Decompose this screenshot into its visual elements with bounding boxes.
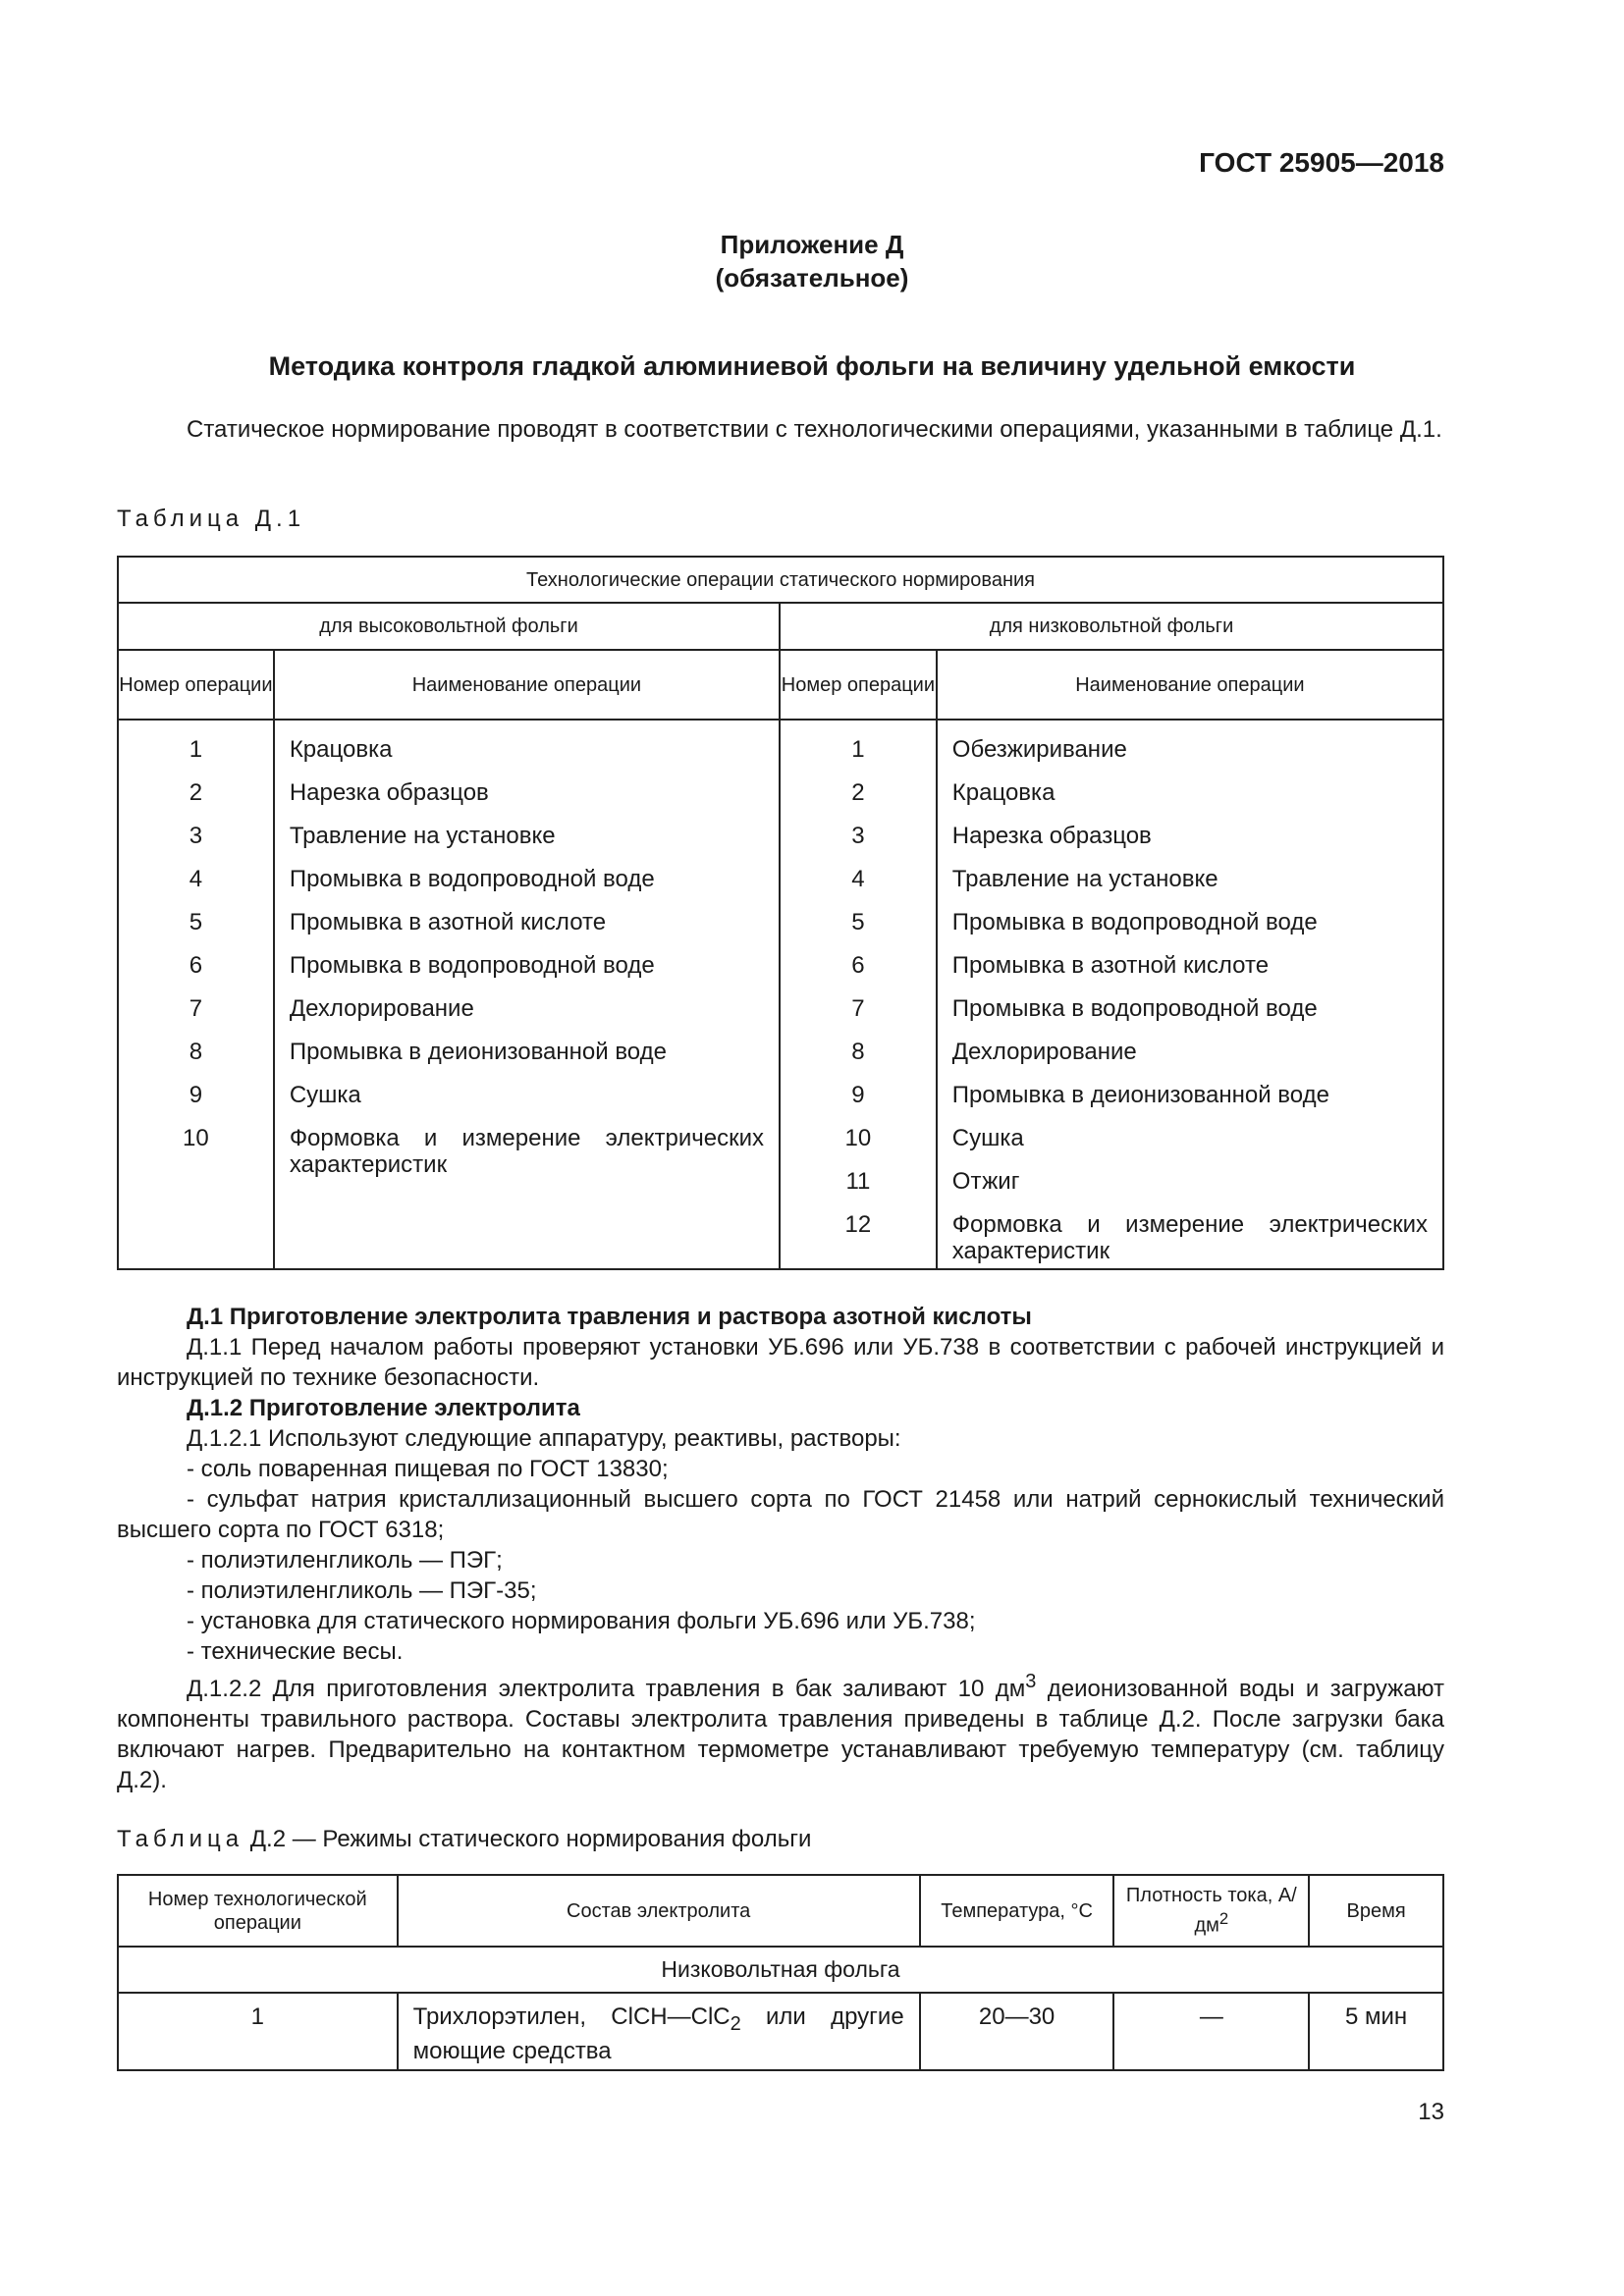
comp-subscript: 2: [730, 2012, 741, 2035]
low-name: Травление на установке: [951, 866, 1218, 892]
low-name: Отжиг: [951, 1168, 1020, 1195]
table-d1: [117, 556, 1444, 1270]
section-d1: [117, 1302, 1444, 1795]
table1-col-name-high: Наименование операции: [274, 650, 780, 720]
low-name: Промывка в азотной кислоте: [951, 952, 1270, 979]
table2-col-density-text: Плотность тока, А/дм: [1125, 1885, 1297, 1937]
table2-col-op: Номер технологической операции: [118, 1875, 398, 1947]
low-num: 6: [851, 952, 865, 979]
low-name: Промывка в водопроводной воде: [951, 909, 1318, 935]
high-num: 5: [189, 909, 203, 935]
table1-header-low: для низковольтной фольги: [780, 603, 1443, 650]
high-num: 10: [183, 1125, 209, 1151]
list-item: - сульфат натрия кристаллизационный высшего сорта по ГОСТ 21458 или натрий сернокислый технический высшего сорта по ГОСТ 6318;: [117, 1486, 1444, 1543]
list-item: - соль поваренная пищевая по ГОСТ 13830;: [187, 1456, 669, 1482]
high-name: Дехлорирование: [289, 995, 474, 1022]
table2-col-comp: Состав электролита: [398, 1875, 920, 1947]
high-num: 6: [189, 952, 203, 979]
method-title: Методика контроля гладкой алюминиевой фольги на величину удельной емкости: [268, 351, 1356, 381]
table2-caption: [117, 1826, 811, 1853]
table2-comp-cell: [398, 1993, 920, 2070]
high-name: Промывка в азотной кислоте: [289, 909, 607, 935]
high-name-column: [274, 720, 780, 1269]
d1-title: Д.1 Приготовление электролита травления и раствора азотной кислоты: [187, 1304, 1032, 1330]
table2-density-cell: —: [1113, 1993, 1309, 2070]
table2-op-cell: 1: [118, 1993, 398, 2070]
low-num: 4: [851, 866, 865, 892]
low-num: 5: [851, 909, 865, 935]
d121-paragraph: Д.1.2.1 Используют следующие аппаратуру, реактивы, растворы:: [187, 1425, 901, 1452]
intro-paragraph: Статическое нормирование проводят в соответствии с технологическими операциями, указанными в таблице Д.1.: [187, 416, 1442, 443]
list-item: - установка для статического нормирования фольги УБ.696 или УБ.738;: [187, 1608, 976, 1634]
low-name: Крацовка: [951, 779, 1056, 806]
appendix-subtitle: (обязательное): [715, 263, 909, 293]
high-name: Нарезка образцов: [289, 779, 489, 806]
low-name: характеристик: [951, 1238, 1110, 1264]
table2-caption-text: Д.2 — Режимы статического нормирования фольги: [244, 1826, 812, 1852]
table2-group-row: Низковольтная фольга: [118, 1947, 1443, 1993]
high-num: 7: [189, 995, 203, 1022]
high-num: 1: [189, 736, 203, 763]
list-item: - полиэтиленгликоль — ПЭГ-35;: [187, 1577, 537, 1604]
high-name: Сушка: [289, 1082, 361, 1108]
d122-superscript: 3: [1025, 1671, 1037, 1692]
gost-header: ГОСТ 25905—2018: [1199, 147, 1444, 178]
low-name-column: [937, 720, 1443, 1269]
table2-time-cell: 5 мин: [1309, 1993, 1443, 2070]
high-name: Промывка в деионизованной воде: [289, 1039, 667, 1065]
high-num: 3: [189, 823, 203, 849]
low-num: 1: [851, 736, 865, 763]
table2-col-time: Время: [1309, 1875, 1443, 1947]
high-num: 2: [189, 779, 203, 806]
low-name: Дехлорирование: [951, 1039, 1137, 1065]
table1-col-name-low: Наименование операции: [937, 650, 1443, 720]
list-item: - полиэтиленгликоль — ПЭГ;: [187, 1547, 503, 1574]
low-num: 3: [851, 823, 865, 849]
comp-text-b: или другие моющие средства: [412, 2003, 904, 2064]
low-name: Промывка в деионизованной воде: [951, 1082, 1329, 1108]
appendix-heading: [0, 228, 1624, 294]
table2-col-density: [1113, 1875, 1309, 1947]
low-name: Нарезка образцов: [951, 823, 1152, 849]
low-name: Промывка в водопроводной воде: [951, 995, 1318, 1022]
d122-text-b: деионизованной воды и загружают компоненты травильного раствора. Составы электролита травления приведены в таблице Д.2. После загрузки бака включают нагрев. Предварительно на контактном термометре устанавливают требуемую температуру (см. таблицу Д.2).: [117, 1676, 1445, 1793]
high-num-column: [118, 720, 274, 1269]
high-name: Промывка в водопроводной воде: [289, 866, 655, 892]
low-num: 10: [844, 1125, 872, 1151]
high-name: характеристик: [289, 1151, 448, 1178]
table2-temp-cell: 20—30: [920, 1993, 1114, 2070]
high-name: Крацовка: [289, 736, 393, 763]
table-d2: [117, 1874, 1444, 2071]
list-item: - технические весы.: [187, 1638, 404, 1665]
d122-text-a: Д.1.2.2 Для приготовления электролита травления в бак заливают 10 дм: [187, 1676, 1026, 1702]
low-name: Обезжиривание: [951, 736, 1127, 763]
d122-paragraph: [117, 1667, 1444, 1795]
high-name: Травление на установке: [289, 823, 556, 849]
low-num: 8: [851, 1039, 865, 1065]
low-num: 9: [851, 1082, 865, 1108]
table1-col-num-high: Номер операции: [118, 650, 274, 720]
comp-text-a: Трихлорэтилен, ClCH—ClC: [412, 2003, 731, 2030]
low-num: 12: [844, 1211, 872, 1238]
table1-col-num-low: Номер операции: [780, 650, 937, 720]
d11-paragraph: Д.1.1 Перед началом работы проверяют установки УБ.696 или УБ.738 в соответствии с рабочей инструкцией и инструкцией по технике безопасности.: [117, 1334, 1444, 1391]
table2-caption-label: Таблица: [117, 1826, 244, 1852]
low-name: Сушка: [951, 1125, 1024, 1151]
table2-col-temp: Температура, °С: [920, 1875, 1114, 1947]
high-num: 9: [189, 1082, 203, 1108]
high-name-multiline: [290, 1117, 764, 1178]
appendix-title: Приложение Д: [720, 230, 904, 259]
table1-header-main: Технологические операции статического нормирования: [118, 557, 1443, 603]
low-num: 7: [851, 995, 865, 1022]
high-name: Промывка в водопроводной воде: [289, 952, 655, 979]
low-num: 11: [845, 1168, 871, 1195]
high-num: 8: [189, 1039, 203, 1065]
low-num-column: [780, 720, 937, 1269]
low-name: Формовка и измерение электрических: [951, 1211, 1428, 1238]
table2-col-density-sup: 2: [1218, 1909, 1229, 1929]
table1-header-high: для высоковольтной фольги: [118, 603, 780, 650]
page-number: 13: [1418, 2099, 1444, 2125]
high-num: 4: [189, 866, 203, 892]
low-name-multiline: [952, 1203, 1428, 1264]
low-num: 2: [851, 779, 865, 806]
table1-caption: Таблица Д.1: [117, 506, 306, 532]
high-name: Формовка и измерение электрических: [289, 1125, 764, 1151]
d12-title: Д.1.2 Приготовление электролита: [187, 1395, 580, 1421]
